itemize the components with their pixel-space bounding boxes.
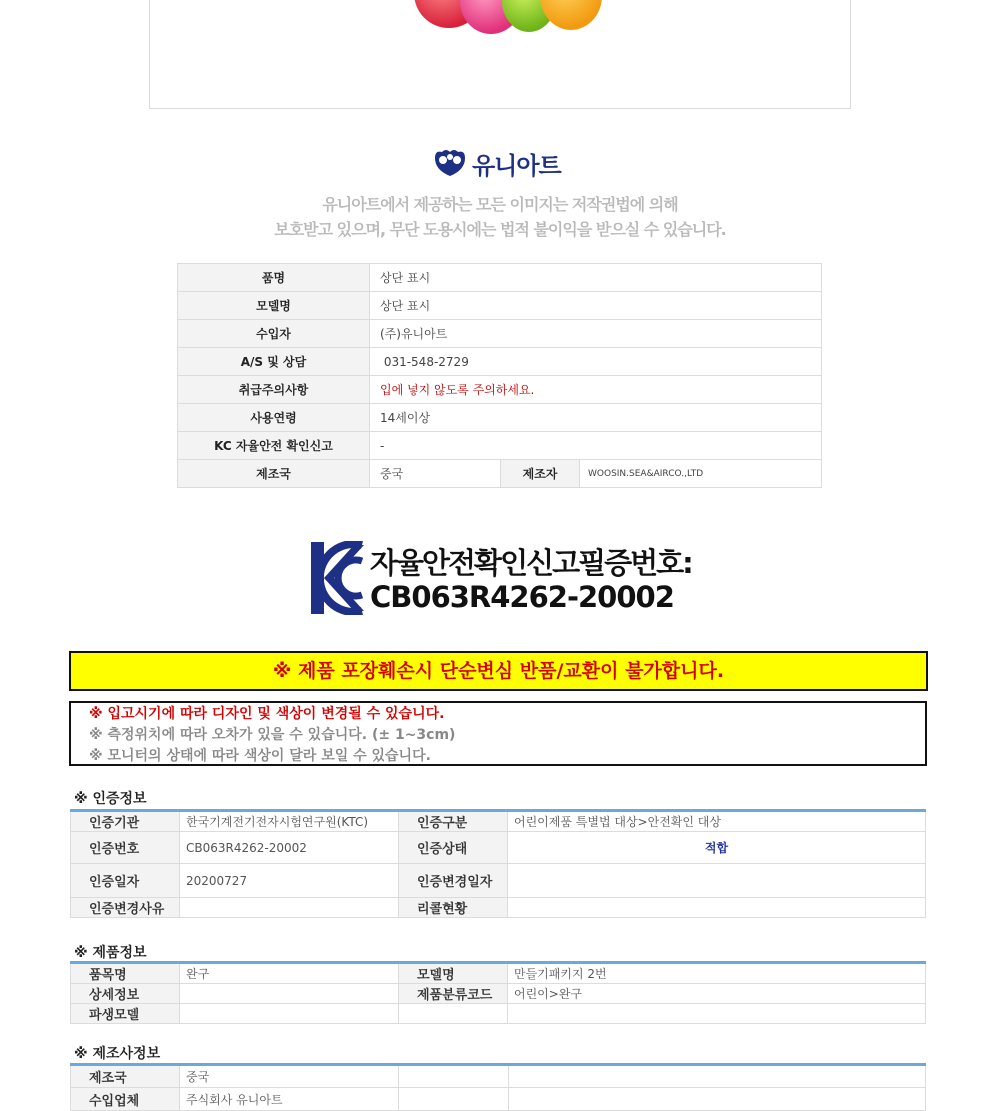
cell-value: 완구 <box>180 963 399 984</box>
cell-label: 인증구분 <box>399 811 508 832</box>
cell-value: 만들기패키지 2번 <box>508 963 926 984</box>
cell-label: 제품분류코드 <box>399 984 508 1004</box>
origin-value: 중국 <box>370 460 501 488</box>
maker-label: 제조자 <box>501 460 580 488</box>
table-row <box>178 264 822 292</box>
cell-empty <box>399 1004 508 1024</box>
return-policy-banner: ※ 제품 포장훼손시 단순변심 반품/교환이 불가합니다. <box>69 651 928 691</box>
caution-value: 입에 넣지 않도록 주의하세요. <box>370 376 822 404</box>
copyright-notice <box>0 192 1000 242</box>
kc-mark-icon <box>310 541 366 615</box>
table-row <box>178 376 822 404</box>
maker-value: WOOSIN.SEA&AIRCO.,LTD <box>580 460 822 488</box>
cell-value <box>508 898 926 918</box>
table-row <box>71 984 926 1004</box>
cert-info-table <box>70 809 926 918</box>
brand-logo <box>432 146 562 180</box>
cell-label: 인증번호 <box>71 832 180 864</box>
row-label: A/S 및 상담 <box>178 348 370 376</box>
row-value: 14세이상 <box>370 404 822 432</box>
cell-value: CB063R4262-20002 <box>180 832 399 864</box>
cell-label: 인증변경사유 <box>71 898 180 918</box>
row-label: 수입자 <box>178 320 370 348</box>
cell-value: 주식회사 유니아트 <box>180 1088 399 1111</box>
notice-box <box>69 701 927 766</box>
product-photo <box>149 0 851 109</box>
cell-label: 모델명 <box>399 963 508 984</box>
cell-value: 어린이>완구 <box>508 984 926 1004</box>
cell-empty <box>508 1004 926 1024</box>
row-label: 품명 <box>178 264 370 292</box>
row-label: 사용연령 <box>178 404 370 432</box>
table-row <box>71 832 926 864</box>
table-row <box>71 811 926 832</box>
row-label: KC 자율안전 확인신고 <box>178 432 370 460</box>
row-value: 상단 표시 <box>370 292 822 320</box>
table-row <box>71 1004 926 1024</box>
brand-name: 유니아트 <box>472 151 561 180</box>
cell-value <box>180 898 399 918</box>
cell-value: 한국기계전기전자시험연구원(KTC) <box>180 811 399 832</box>
cell-label: 파생모델 <box>71 1004 180 1024</box>
table-row <box>178 404 822 432</box>
table-row <box>71 864 926 898</box>
table-row <box>71 898 926 918</box>
table-row <box>71 963 926 984</box>
cert-section-title: ※ 인증정보 <box>74 791 147 807</box>
cell-value: 어린이제품 특별법 대상>안전확인 대상 <box>508 811 926 832</box>
maker-info-table <box>70 1063 926 1111</box>
table-row <box>71 1065 926 1088</box>
row-label: 모델명 <box>178 292 370 320</box>
table-row <box>178 320 822 348</box>
notice-line: ※ 입고시기에 따라 디자인 및 색상이 변경될 수 있습니다. <box>89 706 445 722</box>
product-section-title: ※ 제품정보 <box>74 945 147 961</box>
brand-crown-icon <box>432 148 468 178</box>
cell-label: 리콜현황 <box>399 898 508 918</box>
table-row <box>71 1088 926 1111</box>
row-value: - <box>370 432 822 460</box>
cell-label: 인증변경일자 <box>399 864 508 898</box>
fruit-orange <box>540 0 602 30</box>
row-value: 상단 표시 <box>370 264 822 292</box>
origin-label: 제조국 <box>178 460 370 488</box>
product-info-table <box>177 263 822 488</box>
row-value: 031-548-2729 <box>370 348 822 376</box>
cell-value <box>508 864 926 898</box>
cell-label: 인증상태 <box>399 832 508 864</box>
maker-section-title: ※ 제조사정보 <box>74 1046 161 1062</box>
copyright-line-1: 유니아트에서 제공하는 모든 이미지는 저작권법에 의해 <box>322 195 678 214</box>
table-row <box>178 460 822 488</box>
cert-status-value: 적합 <box>508 832 926 864</box>
notice-line: ※ 측정위치에 따라 오차가 있을 수 있습니다. (± 1~3cm) <box>89 727 456 743</box>
cell-empty <box>399 1088 509 1111</box>
cell-label: 인증기관 <box>71 811 180 832</box>
cell-value: 20200727 <box>180 864 399 898</box>
cell-label: 수입업체 <box>71 1088 180 1111</box>
cell-label: 인증일자 <box>71 864 180 898</box>
cell-label: 상세정보 <box>71 984 180 1004</box>
row-value: (주)유니아트 <box>370 320 822 348</box>
kc-cert-number: CB063R4262-20002 <box>370 580 674 614</box>
notice-line: ※ 모니터의 상태에 따라 색상이 달라 보일 수 있습니다. <box>89 748 431 764</box>
cell-value: 중국 <box>180 1065 399 1088</box>
table-row <box>178 292 822 320</box>
cell-label: 품목명 <box>71 963 180 984</box>
table-row <box>178 432 822 460</box>
cell-empty <box>509 1088 926 1111</box>
row-label: 취급주의사항 <box>178 376 370 404</box>
product-detail-table <box>70 961 926 1024</box>
cell-value <box>180 984 399 1004</box>
table-row <box>178 348 822 376</box>
kc-cert-label: 자율안전확인신고필증번호: <box>370 546 692 580</box>
copyright-line-2: 보호받고 있으며, 무단 도용시에는 법적 불이익을 받으실 수 있습니다. <box>274 220 726 239</box>
cell-empty <box>399 1065 509 1088</box>
cell-value <box>180 1004 399 1024</box>
cell-label: 제조국 <box>71 1065 180 1088</box>
cell-empty <box>509 1065 926 1088</box>
